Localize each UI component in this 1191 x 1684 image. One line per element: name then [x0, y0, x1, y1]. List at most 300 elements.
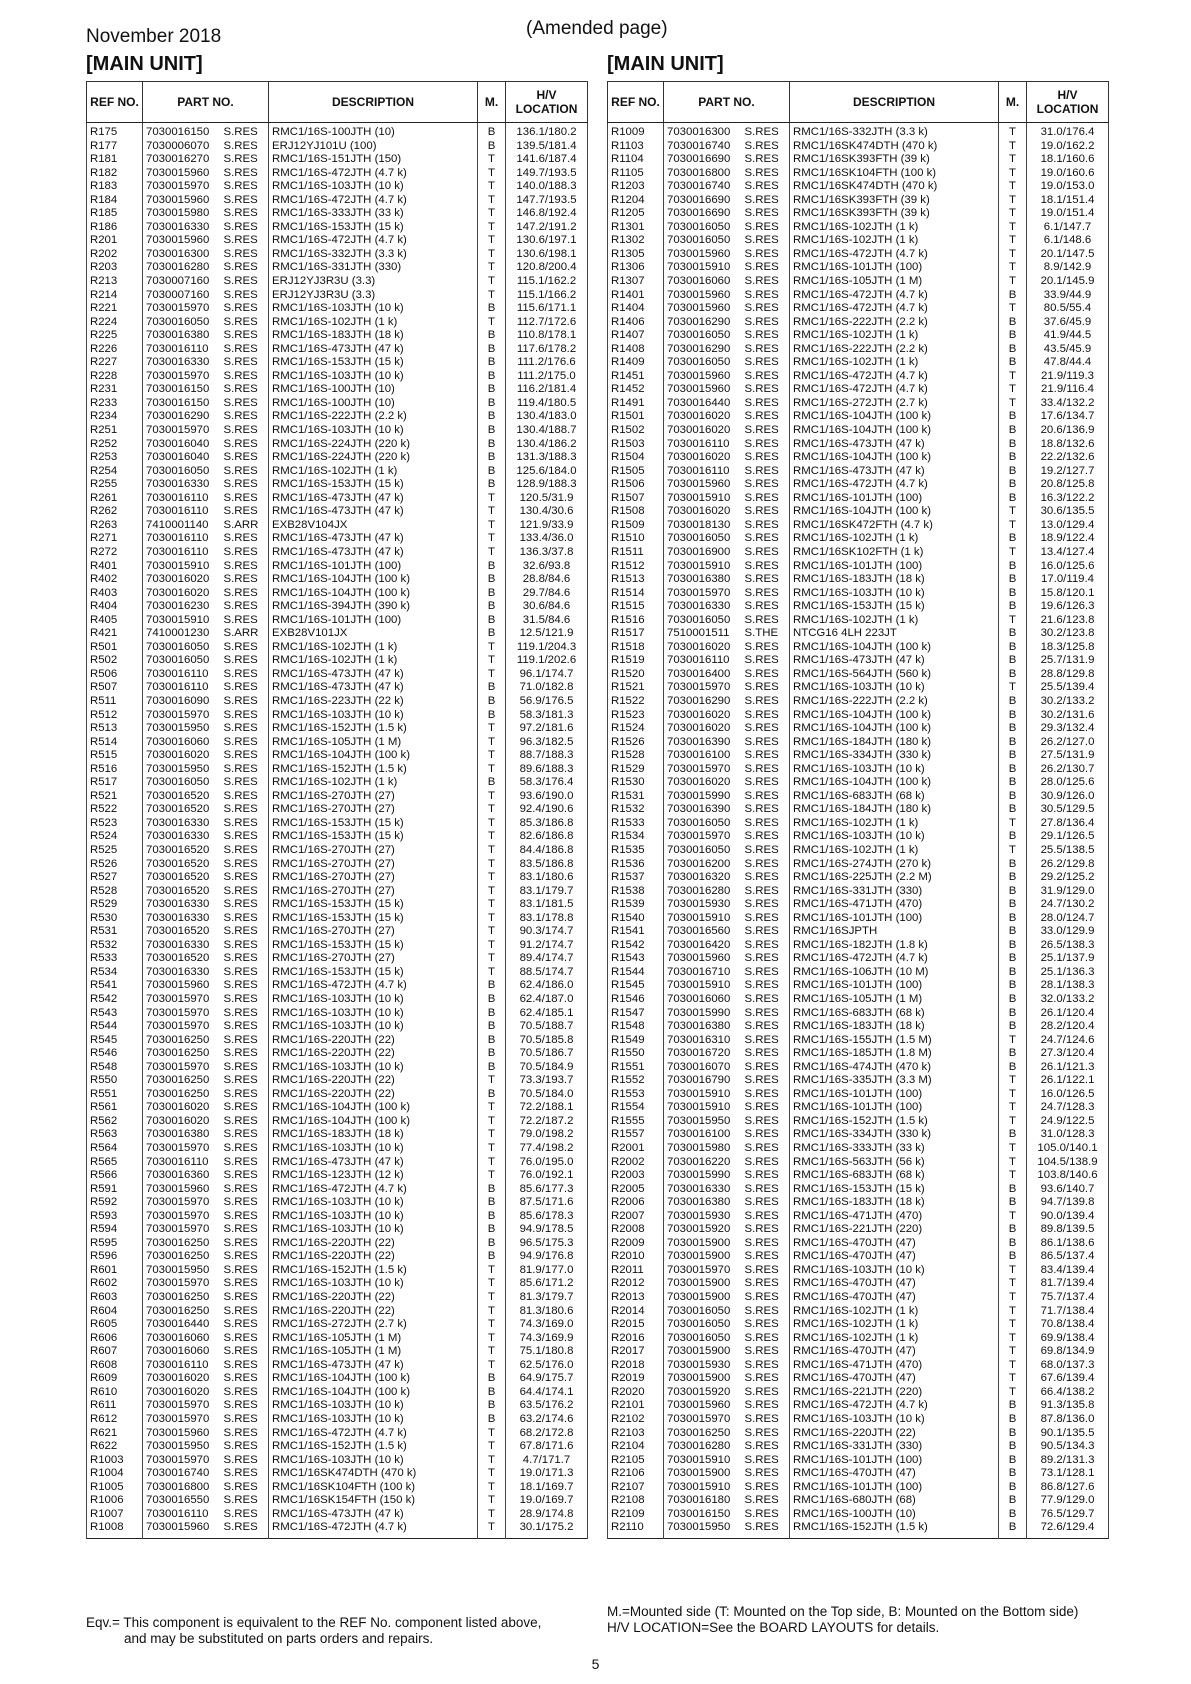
cell-location: 73.3/193.7 — [506, 1074, 588, 1088]
cell-location: 119.4/180.5 — [506, 397, 588, 411]
cell-location: 32.0/133.2 — [1027, 993, 1109, 1007]
cell-part-type: S.RES — [222, 1183, 269, 1197]
cell-part-type: S.RES — [222, 736, 269, 750]
cell-ref: R1005 — [87, 1481, 143, 1495]
cell-description: RMC1/16S-221JTH (220) — [790, 1223, 999, 1237]
cell-part-type: S.RES — [222, 803, 269, 817]
cell-part-type: S.RES — [222, 817, 269, 831]
cell-location: 20.6/136.9 — [1027, 424, 1109, 438]
col-header-part: PART NO. — [664, 82, 790, 123]
cell-part-no: 7030015960 — [664, 289, 743, 303]
cell-mounted-side: B — [478, 695, 506, 709]
cell-ref: R515 — [87, 749, 143, 763]
cell-description: RMC1/16S-270JTH (27) — [269, 803, 478, 817]
cell-mounted-side: T — [478, 654, 506, 668]
table-row — [87, 410, 588, 424]
cell-description: RMC1/16S-152JTH (1.5 k) — [269, 722, 478, 736]
cell-part-type: S.RES — [743, 600, 790, 614]
cell-ref: R1004 — [87, 1467, 143, 1481]
footnote-equivalent-line2: and may be substituted on parts orders and repairs. — [124, 1631, 434, 1646]
cell-mounted-side: B — [478, 1061, 506, 1075]
table-row — [87, 573, 588, 587]
cell-part-no: 7030015980 — [664, 1142, 743, 1156]
col-header-description: DESCRIPTION — [790, 82, 999, 123]
cell-location: 30.2/131.6 — [1027, 709, 1109, 723]
col-header-location: H/V LOCATION — [506, 82, 588, 123]
cell-part-no: 7030015990 — [664, 790, 743, 804]
cell-mounted-side: T — [478, 885, 506, 899]
cell-location: 18.1/169.7 — [506, 1481, 588, 1495]
cell-mounted-side: B — [478, 343, 506, 357]
cell-part-no: 7030016800 — [143, 1481, 222, 1495]
cell-ref: R1502 — [608, 424, 664, 438]
cell-description: RMC1/16S-333JTH (33 k) — [790, 1142, 999, 1156]
cell-mounted-side: B — [999, 979, 1027, 993]
footnote-equivalent-line1: Eqv.= This component is equivalent to the REF No. component listed above, — [86, 1615, 542, 1630]
cell-location: 21.9/119.3 — [1027, 370, 1109, 384]
cell-part-type: S.RES — [743, 573, 790, 587]
cell-part-type: S.RES — [743, 1345, 790, 1359]
cell-location: 20.1/147.5 — [1027, 248, 1109, 262]
cell-description: RMC1/16S-182JTH (1.8 k) — [790, 939, 999, 953]
cell-part-type: S.RES — [743, 465, 790, 479]
table-row — [608, 898, 1109, 912]
cell-description: RMC1/16S-473JTH (47 k) — [790, 654, 999, 668]
table-row — [87, 790, 588, 804]
table-row — [87, 776, 588, 790]
cell-part-no: 7030016020 — [143, 1386, 222, 1400]
cell-part-type: S.RES — [222, 410, 269, 424]
cell-part-type: S.RES — [743, 1250, 790, 1264]
table-row — [87, 492, 588, 506]
cell-location: 28.9/174.8 — [506, 1508, 588, 1522]
cell-ref: R548 — [87, 1061, 143, 1075]
cell-part-no: 7030016290 — [143, 410, 222, 424]
cell-location: 8.9/142.9 — [1027, 261, 1109, 275]
cell-description: RMC1/16SK102FTH (1 k) — [790, 546, 999, 560]
cell-ref: R1517 — [608, 627, 664, 641]
cell-ref: R527 — [87, 871, 143, 885]
cell-mounted-side: B — [478, 627, 506, 641]
cell-location: 63.2/174.6 — [506, 1413, 588, 1427]
cell-part-type: S.RES — [743, 736, 790, 750]
cell-mounted-side: T — [999, 302, 1027, 316]
cell-description: RMC1/16S-473JTH (47 k) — [269, 343, 478, 357]
cell-part-no: 7030015910 — [664, 912, 743, 926]
cell-ref: R561 — [87, 1101, 143, 1115]
table-row — [87, 763, 588, 777]
cell-mounted-side: B — [478, 424, 506, 438]
cell-location: 77.4/198.2 — [506, 1142, 588, 1156]
cell-mounted-side: B — [999, 1047, 1027, 1061]
cell-part-no: 7030016060 — [664, 993, 743, 1007]
cell-part-no: 7030016250 — [143, 1305, 222, 1319]
cell-description: RMC1/16SK474DTH (470 k) — [269, 1467, 478, 1481]
cell-ref: R234 — [87, 410, 143, 424]
cell-part-no: 7030016330 — [143, 939, 222, 953]
cell-part-no: 7030015970 — [664, 763, 743, 777]
cell-location: 18.3/125.8 — [1027, 641, 1109, 655]
cell-mounted-side: B — [999, 289, 1027, 303]
cell-mounted-side: B — [478, 140, 506, 154]
cell-mounted-side: T — [478, 1169, 506, 1183]
cell-description: RMC1/16S-103JTH (10 k) — [790, 763, 999, 777]
cell-part-no: 7030015910 — [664, 560, 743, 574]
cell-ref: R591 — [87, 1183, 143, 1197]
cell-mounted-side: B — [478, 383, 506, 397]
table-row — [87, 600, 588, 614]
cell-part-type: S.RES — [222, 1142, 269, 1156]
cell-location: 58.3/176.4 — [506, 776, 588, 790]
cell-mounted-side: T — [478, 1291, 506, 1305]
cell-mounted-side: B — [478, 410, 506, 424]
cell-mounted-side: B — [478, 478, 506, 492]
cell-location: 85.6/171.2 — [506, 1277, 588, 1291]
cell-description: RMC1/16S-104JTH (100 k) — [790, 505, 999, 519]
cell-mounted-side: T — [478, 925, 506, 939]
table-row — [608, 410, 1109, 424]
cell-ref: R2107 — [608, 1481, 664, 1495]
cell-mounted-side: B — [478, 1007, 506, 1021]
cell-location: 13.0/129.4 — [1027, 519, 1109, 533]
cell-ref: R1407 — [608, 329, 664, 343]
cell-part-no: 7030016050 — [664, 817, 743, 831]
cell-ref: R1009 — [608, 123, 664, 140]
cell-location: 87.5/171.6 — [506, 1196, 588, 1210]
cell-ref: R1504 — [608, 451, 664, 465]
cell-description: RMC1/16S-473JTH (47 k) — [269, 1156, 478, 1170]
cell-ref: R1555 — [608, 1115, 664, 1129]
cell-part-type: S.RES — [743, 505, 790, 519]
cell-location: 28.0/124.7 — [1027, 912, 1109, 926]
cell-ref: R1549 — [608, 1034, 664, 1048]
cell-description: RMC1/16S-103JTH (10 k) — [269, 1277, 478, 1291]
cell-part-type: S.RES — [743, 424, 790, 438]
cell-description: RMC1/16S-103JTH (10 k) — [790, 830, 999, 844]
cell-part-type: S.RES — [222, 587, 269, 601]
table-row — [87, 709, 588, 723]
table-row — [87, 356, 588, 370]
cell-part-no: 7030016330 — [143, 830, 222, 844]
cell-part-no: 7030015970 — [143, 1454, 222, 1468]
cell-part-no: 7030015970 — [143, 370, 222, 384]
cell-ref: R1305 — [608, 248, 664, 262]
cell-mounted-side: T — [478, 817, 506, 831]
table-row — [87, 234, 588, 248]
cell-part-type: S.RES — [222, 424, 269, 438]
cell-location: 68.2/172.8 — [506, 1427, 588, 1441]
cell-part-no: 7030015900 — [664, 1237, 743, 1251]
cell-mounted-side: T — [999, 1101, 1027, 1115]
cell-ref: R594 — [87, 1223, 143, 1237]
cell-mounted-side: B — [478, 1399, 506, 1413]
cell-location: 29.3/132.4 — [1027, 722, 1109, 736]
cell-mounted-side: T — [478, 641, 506, 655]
table-row — [608, 438, 1109, 452]
cell-description: RMC1/16S-270JTH (27) — [269, 885, 478, 899]
cell-part-type: S.RES — [222, 858, 269, 872]
cell-ref: R1306 — [608, 261, 664, 275]
cell-description: RMC1/16SJPTH — [790, 925, 999, 939]
cell-mounted-side: B — [478, 1250, 506, 1264]
cell-description: RMC1/16S-103JTH (10 k) — [269, 1020, 478, 1034]
cell-description: RMC1/16S-104JTH (100 k) — [790, 451, 999, 465]
cell-part-type: S.RES — [743, 952, 790, 966]
cell-mounted-side: B — [999, 654, 1027, 668]
cell-description: RMC1/16S-183JTH (18 k) — [790, 1196, 999, 1210]
cell-description: RMC1/16S-332JTH (3.3 k) — [790, 123, 999, 140]
table-row — [608, 424, 1109, 438]
cell-part-no: 7030016390 — [664, 803, 743, 817]
cell-part-no: 7030016330 — [664, 600, 743, 614]
table-row — [608, 654, 1109, 668]
cell-part-no: 7030016050 — [664, 614, 743, 628]
cell-mounted-side: T — [478, 1101, 506, 1115]
cell-location: 28.2/120.4 — [1027, 1020, 1109, 1034]
cell-description: RMC1/16S-220JTH (22) — [269, 1250, 478, 1264]
cell-ref: R231 — [87, 383, 143, 397]
cell-ref: R404 — [87, 600, 143, 614]
table-row — [608, 1372, 1109, 1386]
cell-part-no: 7030016150 — [143, 123, 222, 140]
cell-description: RMC1/16S-102JTH (1 k) — [790, 1305, 999, 1319]
cell-location: 96.1/174.7 — [506, 668, 588, 682]
cell-part-no: 7030016330 — [143, 478, 222, 492]
cell-part-no: 7030016020 — [664, 424, 743, 438]
cell-part-no: 7030016110 — [143, 343, 222, 357]
cell-part-type: S.RES — [222, 885, 269, 899]
cell-description: RMC1/16S-473JTH (47 k) — [269, 546, 478, 560]
table-row — [87, 817, 588, 831]
cell-ref: R263 — [87, 519, 143, 533]
cell-ref: R262 — [87, 505, 143, 519]
cell-part-no: 7030016520 — [143, 844, 222, 858]
table-row — [608, 966, 1109, 980]
cell-part-type: S.RES — [743, 194, 790, 208]
cell-ref: R2013 — [608, 1291, 664, 1305]
cell-mounted-side: B — [999, 939, 1027, 953]
cell-mounted-side: B — [999, 668, 1027, 682]
cell-part-type: S.RES — [222, 790, 269, 804]
table-row — [608, 1386, 1109, 1400]
cell-part-type: S.RES — [743, 546, 790, 560]
cell-description: RMC1/16SK474DTH (470 k) — [790, 140, 999, 154]
cell-part-type: S.RES — [222, 966, 269, 980]
cell-part-type: S.RES — [743, 560, 790, 574]
cell-mounted-side: B — [478, 1020, 506, 1034]
cell-part-no: 7030016050 — [143, 641, 222, 655]
cell-location: 136.1/180.2 — [506, 123, 588, 140]
cell-part-type: S.RES — [222, 1332, 269, 1346]
cell-mounted-side: B — [999, 925, 1027, 939]
cell-location: 26.2/127.0 — [1027, 736, 1109, 750]
cell-description: RMC1/16S-152JTH (1.5 k) — [790, 1521, 999, 1538]
cell-mounted-side: T — [999, 1386, 1027, 1400]
cell-ref: R2009 — [608, 1237, 664, 1251]
cell-mounted-side: T — [478, 1318, 506, 1332]
table-row — [608, 383, 1109, 397]
cell-description: RMC1/16S-470JTH (47) — [790, 1372, 999, 1386]
cell-mounted-side: B — [999, 1440, 1027, 1454]
cell-part-type: S.RES — [743, 438, 790, 452]
cell-location: 76.5/129.7 — [1027, 1508, 1109, 1522]
table-row — [608, 1399, 1109, 1413]
cell-location: 105.0/140.1 — [1027, 1142, 1109, 1156]
cell-part-no: 7030015900 — [664, 1345, 743, 1359]
cell-mounted-side: B — [478, 1196, 506, 1210]
table-row — [608, 343, 1109, 357]
cell-mounted-side: T — [478, 1467, 506, 1481]
cell-ref: R228 — [87, 370, 143, 384]
cell-mounted-side: B — [999, 492, 1027, 506]
cell-part-type: S.RES — [743, 248, 790, 262]
cell-mounted-side: T — [478, 234, 506, 248]
cell-description: RMC1/16S-472JTH (4.7 k) — [269, 979, 478, 993]
cell-location: 74.3/169.9 — [506, 1332, 588, 1346]
cell-mounted-side: T — [478, 1264, 506, 1278]
cell-part-type: S.RES — [222, 952, 269, 966]
table-row — [87, 1223, 588, 1237]
cell-description: RMC1/16S-334JTH (330 k) — [790, 749, 999, 763]
table-row — [608, 492, 1109, 506]
cell-part-no: 7030016060 — [664, 275, 743, 289]
cell-part-no: 7030015970 — [143, 424, 222, 438]
cell-part-no: 7030016110 — [664, 438, 743, 452]
cell-part-type: S.RES — [743, 1169, 790, 1183]
cell-ref: R1537 — [608, 871, 664, 885]
cell-ref: R1307 — [608, 275, 664, 289]
cell-location: 147.2/191.2 — [506, 221, 588, 235]
table-row — [608, 140, 1109, 154]
cell-part-type: S.RES — [222, 370, 269, 384]
cell-part-no: 7030016250 — [143, 1250, 222, 1264]
cell-part-type: S.RES — [222, 939, 269, 953]
cell-part-type: S.RES — [222, 763, 269, 777]
cell-part-no: 7030016380 — [664, 573, 743, 587]
cell-part-no: 7030015960 — [143, 234, 222, 248]
cell-part-no: 7510001511 — [664, 627, 743, 641]
cell-location: 25.7/131.9 — [1027, 654, 1109, 668]
cell-location: 26.1/121.3 — [1027, 1061, 1109, 1075]
cell-part-no: 7030015990 — [664, 1169, 743, 1183]
cell-description: RMC1/16S-101JTH (100) — [790, 979, 999, 993]
cell-description: RMC1/16S-104JTH (100 k) — [790, 776, 999, 790]
cell-part-type: S.RES — [743, 1061, 790, 1075]
table-row — [608, 532, 1109, 546]
cell-ref: R604 — [87, 1305, 143, 1319]
cell-description: RMC1/16S-473JTH (47 k) — [790, 465, 999, 479]
cell-location: 89.6/188.3 — [506, 763, 588, 777]
cell-description: RMC1/16S-394JTH (390 k) — [269, 600, 478, 614]
cell-ref: R1451 — [608, 370, 664, 384]
cell-part-no: 7030016050 — [143, 776, 222, 790]
cell-mounted-side: B — [478, 979, 506, 993]
cell-location: 77.9/129.0 — [1027, 1494, 1109, 1508]
cell-description: RMC1/16S-102JTH (1 k) — [790, 356, 999, 370]
cell-part-type: S.RES — [743, 153, 790, 167]
cell-part-no: 7030015910 — [664, 1101, 743, 1115]
cell-description: RMC1/16S-470JTH (47) — [790, 1467, 999, 1481]
cell-part-type: S.RES — [222, 1494, 269, 1508]
cell-mounted-side: T — [999, 123, 1027, 140]
cell-ref: R186 — [87, 221, 143, 235]
cell-part-no: 7030016270 — [143, 153, 222, 167]
cell-ref: R1406 — [608, 316, 664, 330]
cell-part-type: S.RES — [743, 817, 790, 831]
cell-part-type: S.RES — [222, 1386, 269, 1400]
cell-description: RMC1/16S-153JTH (15 k) — [790, 1183, 999, 1197]
cell-mounted-side: B — [999, 627, 1027, 641]
cell-description: RMC1/16S-472JTH (4.7 k) — [269, 234, 478, 248]
cell-location: 110.8/178.1 — [506, 329, 588, 343]
cell-ref: R2011 — [608, 1264, 664, 1278]
cell-ref: R592 — [87, 1196, 143, 1210]
cell-description: ERJ12YJ3R3U (3.3) — [269, 275, 478, 289]
cell-description: RMC1/16S-103JTH (10 k) — [269, 1196, 478, 1210]
cell-ref: R1505 — [608, 465, 664, 479]
cell-part-type: S.RES — [222, 1237, 269, 1251]
table-row — [87, 1467, 588, 1481]
cell-part-type: S.RES — [743, 1277, 790, 1291]
cell-part-no: 7030016060 — [143, 736, 222, 750]
cell-location: 64.4/174.1 — [506, 1386, 588, 1400]
cell-part-no: 7030016150 — [143, 383, 222, 397]
cell-ref: R271 — [87, 532, 143, 546]
table-row — [608, 451, 1109, 465]
table-row — [608, 478, 1109, 492]
cell-part-no: 7030016090 — [143, 695, 222, 709]
cell-mounted-side: B — [999, 424, 1027, 438]
cell-mounted-side: B — [478, 709, 506, 723]
cell-mounted-side: T — [478, 492, 506, 506]
cell-ref: R252 — [87, 438, 143, 452]
cell-description: RMC1/16S-153JTH (15 k) — [269, 478, 478, 492]
cell-part-no: 7030015960 — [143, 1427, 222, 1441]
cell-mounted-side: B — [999, 803, 1027, 817]
cell-mounted-side: T — [999, 505, 1027, 519]
cell-location: 29.1/126.5 — [1027, 830, 1109, 844]
cell-part-type: S.RES — [222, 1427, 269, 1441]
cell-ref: R607 — [87, 1345, 143, 1359]
cell-mounted-side: B — [478, 302, 506, 316]
cell-mounted-side: B — [999, 410, 1027, 424]
table-row — [608, 952, 1109, 966]
cell-part-no: 7410001140 — [143, 519, 222, 533]
cell-ref: R602 — [87, 1277, 143, 1291]
cell-description: RMC1/16S-221JTH (220) — [790, 1386, 999, 1400]
cell-ref: R531 — [87, 925, 143, 939]
cell-description: RMC1/16S-103JTH (10 k) — [269, 1413, 478, 1427]
cell-location: 70.5/184.0 — [506, 1088, 588, 1102]
table-row — [608, 1481, 1109, 1495]
cell-mounted-side: T — [478, 1305, 506, 1319]
cell-mounted-side: B — [478, 438, 506, 452]
cell-description: RMC1/16S-220JTH (22) — [269, 1088, 478, 1102]
cell-part-type: S.RES — [743, 1359, 790, 1373]
cell-part-type: S.RES — [222, 1128, 269, 1142]
table-row — [87, 1427, 588, 1441]
cell-mounted-side: B — [999, 465, 1027, 479]
cell-mounted-side: B — [478, 1034, 506, 1048]
cell-part-type: S.RES — [743, 123, 790, 140]
cell-description: RMC1/16S-103JTH (10 k) — [269, 370, 478, 384]
cell-description: RMC1/16S-334JTH (330 k) — [790, 1128, 999, 1142]
cell-part-no: 7030015920 — [664, 1386, 743, 1400]
cell-description: RMC1/16SK393FTH (39 k) — [790, 153, 999, 167]
cell-description: RMC1/16S-472JTH (4.7 k) — [269, 1427, 478, 1441]
cell-ref: R2104 — [608, 1440, 664, 1454]
cell-ref: R541 — [87, 979, 143, 993]
